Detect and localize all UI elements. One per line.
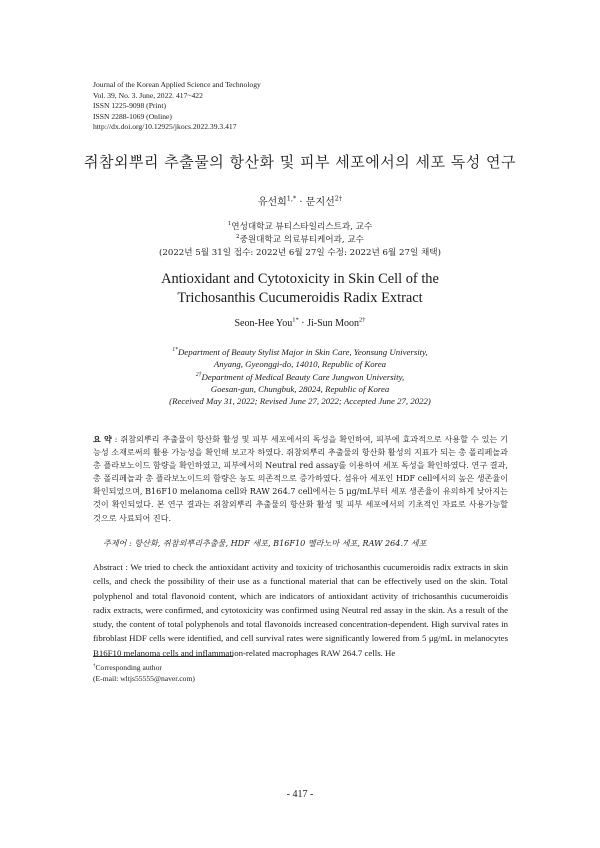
korean-affiliation-2 — [0, 234, 600, 247]
korean-abstract — [93, 433, 508, 525]
korean-affiliations — [0, 221, 600, 260]
footnote-label: Corresponding author — [95, 663, 162, 672]
korean-author-1-mark: 1,* — [286, 194, 297, 203]
english-author-1-mark: 1* — [292, 316, 299, 324]
journal-header — [93, 80, 261, 133]
english-author-2-mark: 2† — [359, 316, 366, 324]
english-affiliation-2-cont: Goesan-gun, Chungbuk, 28024, Republic of Korea — [210, 383, 390, 394]
footnote-corresponding — [93, 662, 195, 673]
issn-print: ISSN 1225-9098 (Print) — [93, 101, 166, 111]
english-affiliation-1 — [0, 346, 600, 358]
footnote-divider — [93, 656, 233, 657]
english-affiliation-2 — [0, 371, 600, 383]
korean-dates: (2022년 5월 31일 접수: 2022년 6월 27일 수정: 2022년 6월 27일 채택) — [159, 248, 441, 258]
korean-author-1: 유선희 — [257, 197, 287, 208]
author-separator: · — [296, 197, 306, 208]
english-author-1: Seon-Hee You — [234, 318, 293, 329]
korean-title: 쥐참외뿌리 추출물의 항산화 및 피부 세포에서의 세포 독성 연구 — [84, 153, 516, 171]
footnote — [93, 662, 195, 684]
korean-abstract-text: : 쥐참외뿌리 추출물이 항산화 활성 및 피부 세포에서의 독성을 확인하여, 피부에 효과적으로 사용할 수 있는 기능성 소재로써의 활용 가능성을 확인해 보고자 하였다. 쥐참외뿌리 추출물의 항산화 활성의 지표가 되는 총 폴리페놀과 총 플라보노이드 함량을 확인하였고, 피부에서의 Neutral red assay를 이용하여 세포 독성을 확인하였다. 연구 결과, 총 폴리페놀과 총 플라보노이드의 함량은 농도 의존적으로 증가하였다. 섬유아 세포인 HDF cell에서의 높은 생존율이 확인되었으며, B16F10 melanoma cell와 RAW 264.7 cell에서는 5 μg/mL부터 세포 생존율이 유의하게 낮아지는 것이 확인되었다. 본 연구 결과는 쥐참외뿌리 추출물의 항산화 활성 및 피부 세포에서의 기초적인 자료로 사용가능할 것으로 사료되어 진다. — [93, 434, 508, 523]
en-affil-2-line-1: Department of Medical Beauty Care Jungwon University, — [201, 371, 405, 382]
korean-abstract-label: 요 약 — [93, 434, 112, 444]
en-affil-1-line-1: Department of Beauty Stylist Major in Skin Care, Yeonsung University, — [177, 347, 428, 357]
english-abstract: Abstract : We tried to check the antioxidant activity and toxicity of trichosanthis cucumeroidis radix extracts in skin cells, and check the possibility of their use as a functional material that can be effectively used on the skin. Total polyphenol and total flavonoid content, which are indicators of antioxidant activity of trichosanthis cucumeroidis radix extracts, were confirmed, and cytotoxicity was confirmed using Neutral red assay in the skin. As a result of the study, the content of total polyphenols and total flavonoids increased concentration-dependent. High survival rates in fibroblast HDF cells were identified, and cell survival rates were significantly lowered from 5 μg/mL in melanocytes B16F10 melanoma cells and inflammation-related macrophages RAW 264.7 cells. He — [93, 562, 508, 658]
doi-link[interactable]: http://dx.doi.org/10.12925/jkocs.2022.39.3.417 — [93, 122, 237, 132]
korean-authors — [0, 193, 600, 208]
page-number: - 417 - — [286, 789, 314, 800]
english-dates: (Received May 31, 2022; Revised June 27, 2022; Accepted June 27, 2022) — [169, 396, 431, 407]
journal-name: Journal of the Korean Applied Science and Technology — [93, 80, 261, 89]
footnote-mark: † — [93, 663, 96, 669]
en-affil-1-mark: 1* — [172, 347, 178, 354]
affil-2-text: 중원대학교 의료뷰티케어과, 교수 — [239, 235, 364, 245]
korean-author-2: 문지선 — [305, 197, 335, 208]
english-author-2: Ji-Sun Moon — [307, 318, 360, 329]
english-title — [0, 270, 600, 308]
affil-2-mark: 2 — [236, 234, 240, 241]
english-authors — [0, 318, 600, 329]
en-affil-2-mark: 2† — [195, 371, 202, 378]
english-title-line-2: Trichosanthis Cucumeroidis Radix Extract — [177, 290, 423, 306]
korean-affiliation-1 — [0, 221, 600, 234]
author-separator: · — [298, 318, 308, 329]
footnote-email: (E-mail: wltjs55555@naver.com) — [93, 674, 195, 683]
korean-author-2-mark: 2† — [334, 194, 343, 203]
affil-1-text: 연성대학교 뷰티스타일리스트과, 교수 — [231, 222, 373, 232]
english-title-line-1: Antioxidant and Cytotoxicity in Skin Cell of the — [161, 271, 439, 287]
english-affiliations — [0, 346, 600, 407]
issn-online: ISSN 2288-1069 (Online) — [93, 111, 172, 121]
english-affiliation-1-cont: Anyang, Gyeonggi-do, 14010, Republic of Korea — [213, 359, 387, 370]
korean-keywords: 주제어 : 항산화, 쥐참외뿌리추출물, HDF 세포, B16F10 멜라노마 세포, RAW 264.7 세포 — [103, 538, 427, 548]
journal-volume: Vol. 39, No. 3. June, 2022. 417~422 — [93, 90, 203, 100]
affil-1-mark: 1 — [227, 221, 232, 228]
